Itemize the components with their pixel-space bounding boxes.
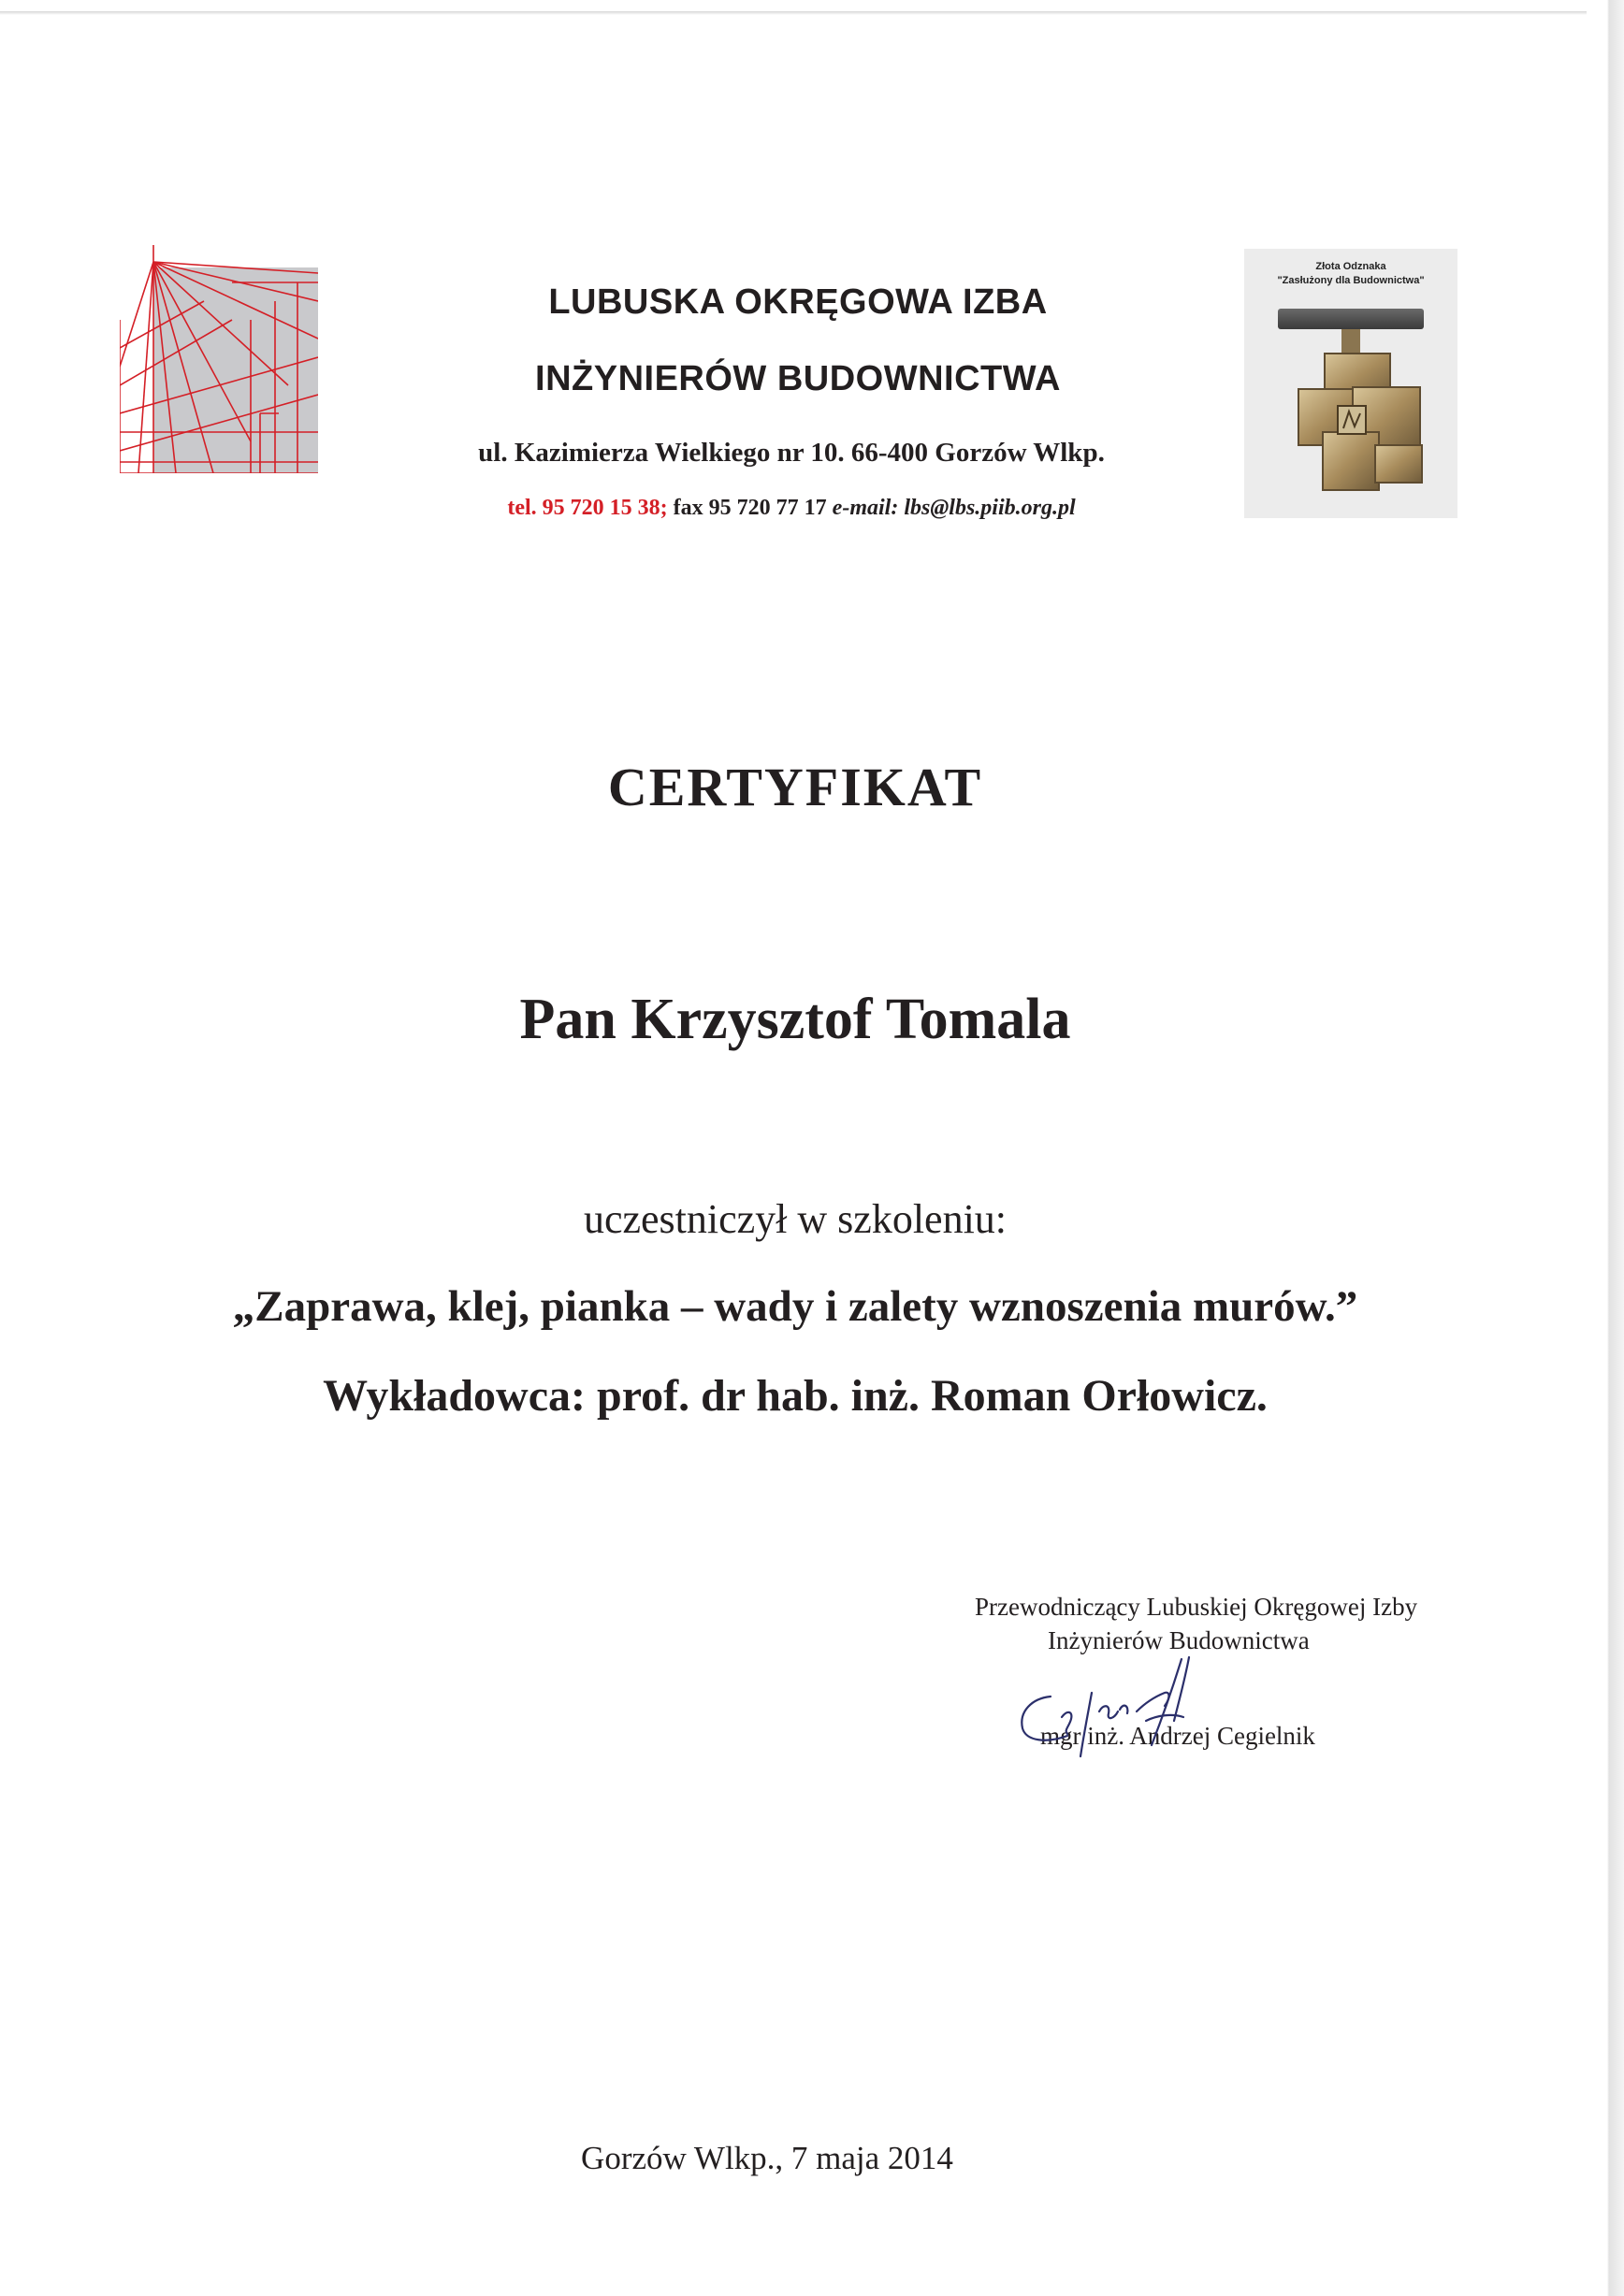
organization-contact xyxy=(0,496,1583,521)
participation-statement: uczestniczył w szkoleniu: xyxy=(583,1196,1008,1242)
scan-edge-top xyxy=(0,11,1624,15)
email-address: e-mail: lbs@lbs.piib.org.pl xyxy=(832,496,1076,520)
scan-edge-right xyxy=(1587,0,1624,2296)
signatory-role-line2: Inżynierów Budownictwa xyxy=(1048,1626,1310,1654)
medal-caption-line2: "Zasłużony dla Budownictwa" xyxy=(1277,275,1425,286)
fax-number: fax 95 720 77 17 xyxy=(667,496,833,520)
organization-address: ul. Kazimierza Wielkiego nr 10. 66-400 Gorzów Wlkp. xyxy=(478,438,1105,468)
organization-name-line2: INŻYNIERÓW BUDOWNICTWA xyxy=(535,359,1061,398)
course-title: „Zaprawa, klej, pianka – wady i zalety wznoszenia murów.” xyxy=(232,1282,1358,1331)
handwritten-signature xyxy=(1006,1655,1249,1777)
place-and-date: Gorzów Wlkp., 7 maja 2014 xyxy=(581,2140,953,2176)
signatory-name: mgr inż. Andrzej Cegielnik xyxy=(1040,1722,1315,1750)
recipient-name: Pan Krzysztof Tomala xyxy=(519,988,1071,1051)
medal-caption-line1: Złota Odznaka xyxy=(1315,261,1386,272)
signatory-role-line1: Przewodniczący Lubuskiej Okręgowej Izby xyxy=(975,1593,1418,1621)
certificate-title: CERTYFIKAT xyxy=(607,757,983,817)
organization-name-line1: LUBUSKA OKRĘGOWA IZBA xyxy=(548,282,1048,322)
phone-number: tel. 95 720 15 38; xyxy=(507,496,668,520)
lecturer: Wykładowca: prof. dr hab. inż. Roman Orłowicz. xyxy=(323,1371,1268,1421)
